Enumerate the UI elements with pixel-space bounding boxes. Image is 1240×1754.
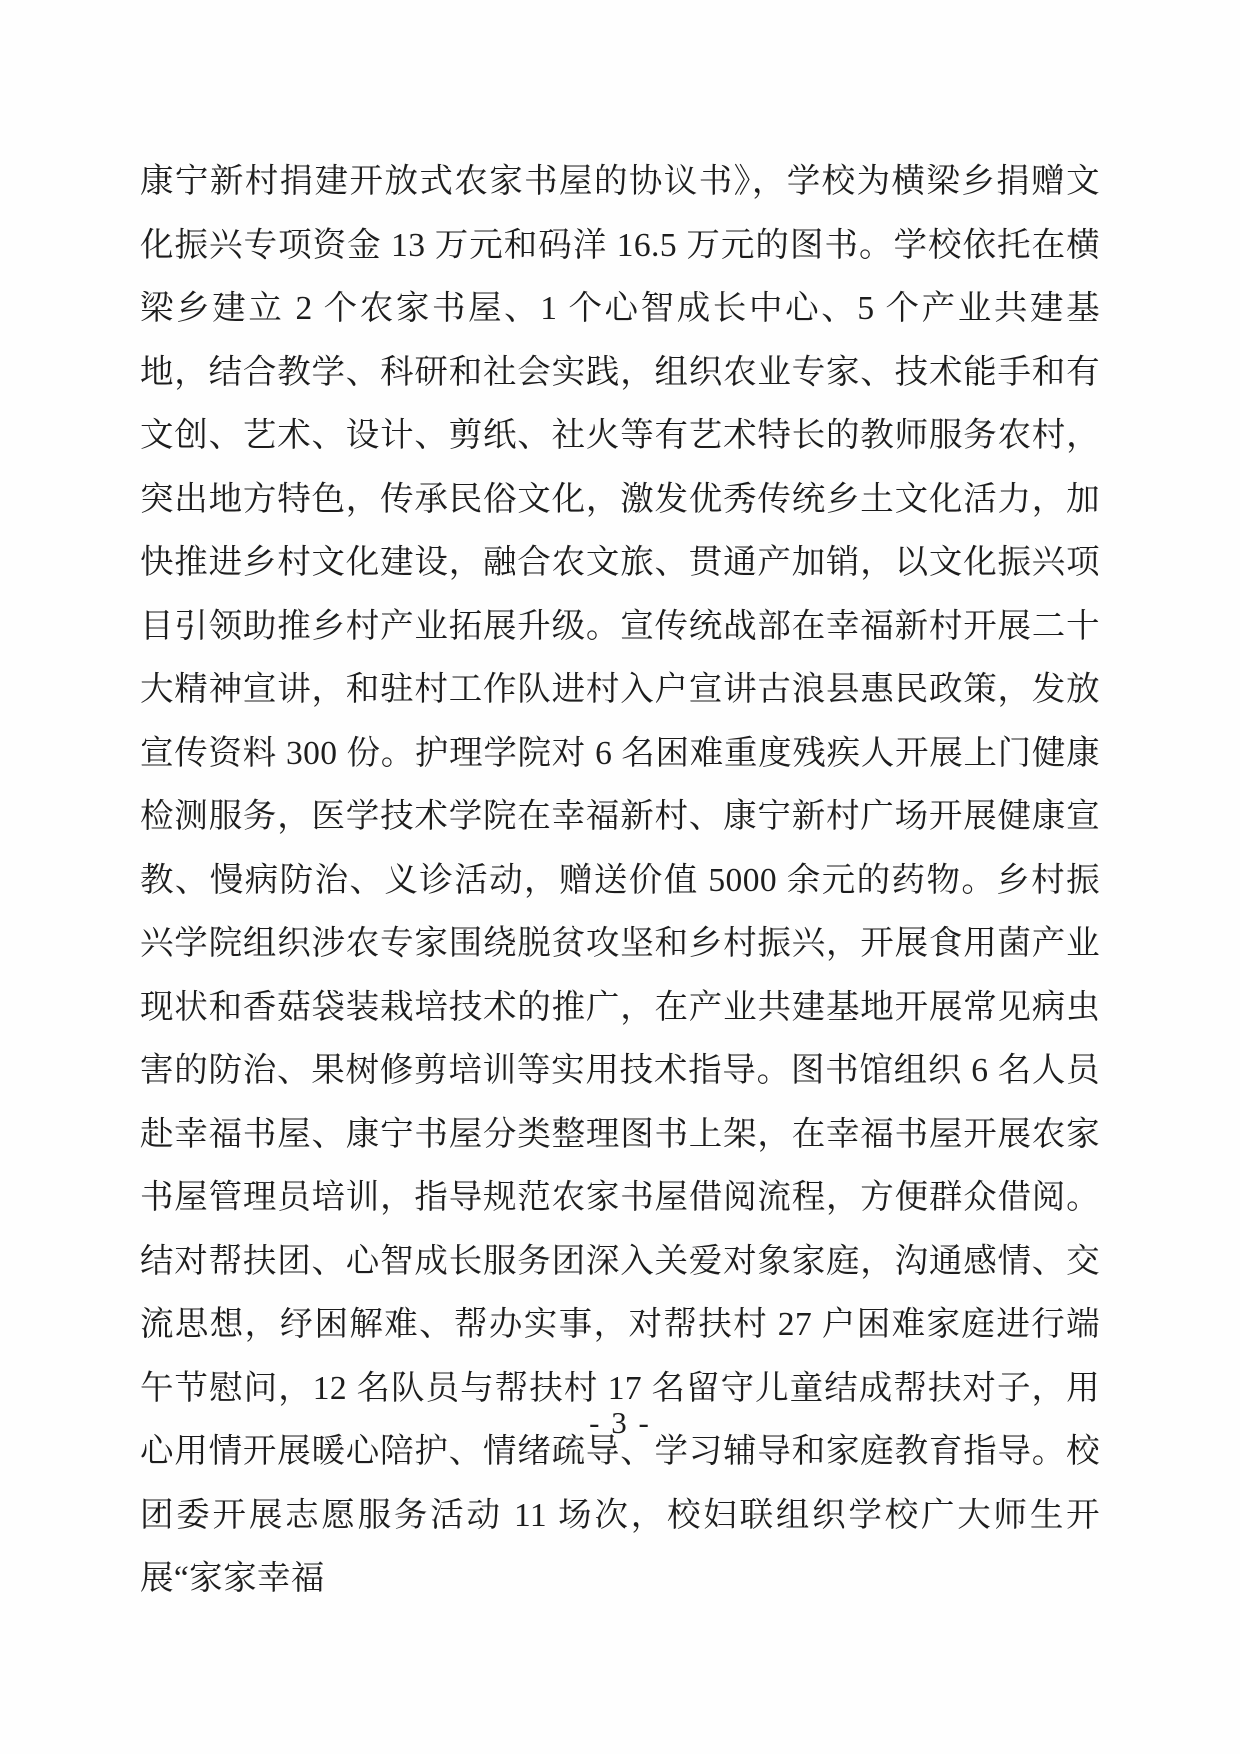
document-body xyxy=(140,150,1100,1611)
page-number: - 3 - xyxy=(589,1405,651,1440)
body-paragraph: 康宁新村捐建开放式农家书屋的协议书》，学校为横梁乡捐赠文化振兴专项资金 13 万元和码洋 16.5 万元的图书。学校依托在横梁乡建立 2 个农家书屋、1 个心智成长中心、5 个产业共建基地，结合教学、科研和社会实践，组织农业专家、技术能手和有文创、艺术、设计、剪纸、社火等有艺术特长的教师服务农村，突出地方特色，传承民俗文化，激发优秀传统乡土文化活力，加快推进乡村文化建设，融合农文旅、贯通产加销，以文化振兴项目引领助推乡村产业拓展升级。宣传统战部在幸福新村开展二十大精神宣讲，和驻村工作队进村入户宣讲古浪县惠民政策，发放宣传资料 300 份。护理学院对 6 名困难重度残疾人开展上门健康检测服务，医学技术学院在幸福新村、康宁新村广场开展健康宣教、慢病防治、义诊活动，赠送价值 5000 余元的药物。乡村振兴学院组织涉农专家围绕脱贫攻坚和乡村振兴，开展食用菌产业现状和香菇袋装栽培技术的推广，在产业共建基地开展常见病虫害的防治、果树修剪培训等实用技术指导。图书馆组织 6 名人员赴幸福书屋、康宁书屋分类整理图书上架，在幸福书屋开展农家书屋管理员培训，指导规范农家书屋借阅流程，方便群众借阅。结对帮扶团、心智成长服务团深入关爱对象家庭，沟通感情、交流思想，纾困解难、帮办实事，对帮扶村 27 户困难家庭进行端午节慰问，12 名队员与帮扶村 17 名留守儿童结成帮扶对子，用心用情开展暖心陪护、情绪疏导、学习辅导和家庭教育指导。校团委开展志愿服务活动 11 场次，校妇联组织学校广大师生开展“家家幸福 xyxy=(140,163,1100,1597)
